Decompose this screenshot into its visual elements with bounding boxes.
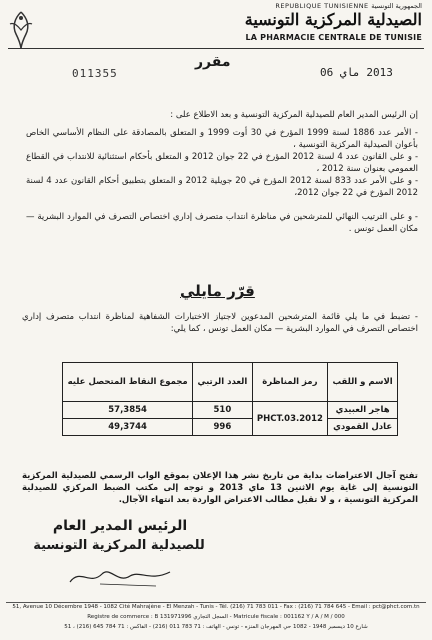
candidate-score: 49,3744 bbox=[63, 419, 193, 436]
footer-divider bbox=[6, 602, 426, 603]
header-divider bbox=[8, 48, 424, 49]
article-2: تفتح آجال الاعتراضات بداية من تاريخ نشر هذا الإعلان بموقع الواب الرسمي للصيدلية المركزية التونسية إلى غاية يوم الاثنين 13 ماي 2013 و توجه إلى مكتب الضبط المركزي للصيدلية المركزية التونسية ، و لا تقبل مطالب الاعتراض الواردة بعد انتهاء الآجال. bbox=[22, 471, 418, 505]
footer-address-french: 51, Avenue 10 Décembre 1948 - 1082 Cité Mahrajène - El Menzah - Tunis - Tél. (216) 71 783 011 - Fax : (216) 71 784 645 - Email : pct@phct.com.tn bbox=[12, 604, 420, 610]
org-name-arabic: الصيدلية المركزية التونسية bbox=[244, 10, 422, 29]
decision-title: مقرر bbox=[195, 54, 231, 70]
footer-address-arabic: 51 ، شارع 10 ديسمبر 1948 - 1082 حي المهرجان المنزه - تونس - الهاتف : 71 783 011 (216) - الفاكس : 71 784 645 (216) bbox=[64, 624, 368, 630]
candidate-name: هاجر العبيدي bbox=[328, 402, 398, 419]
consideration-item: - و على الترتيب النهائي للمترشحين في مناظرة انتداب متصرف إداري اختصاص التصرف في الموارد البشرية — مكان العمل تونس . bbox=[26, 212, 418, 234]
reference-number: 011355 bbox=[72, 67, 118, 80]
signatory-org: للصيدلية المركزية التونسية bbox=[33, 538, 205, 553]
candidate-name: عادل القمودي bbox=[328, 419, 398, 436]
article-1: - تضبط في ما يلي قائمة المترشحين المدعوين لاجتياز الاختبارات الشفاهية لمناظرة انتداب متصرف إداري اختصاص التصرف في الموارد البشرية — مكان العمل تونس ، كما يلي: bbox=[22, 312, 418, 334]
col-header-score: مجموع النقاط المتحصل عليه bbox=[63, 363, 193, 402]
candidates-table bbox=[62, 362, 398, 436]
footer-registry: Registre de commerce : B 131971996 السجل التجاري - Matricule fiscale : 001162 Y / A / M / 000 bbox=[87, 614, 345, 620]
candidate-score: 57,3854 bbox=[63, 402, 193, 419]
competition-code: PHCT.03.2012 bbox=[252, 402, 328, 436]
intro-text: إن الرئيس المدير العام للصيدلية المركزية التونسية و بعد الاطلاع على : bbox=[170, 110, 418, 120]
signatory-title: الرئيس المدير العام bbox=[52, 518, 188, 534]
consideration-item: - الأمر عدد 1886 لسنة 1999 المؤرخ في 30 أوت 1999 و المتعلق بالمصادقة على النظام الأساسي الخاص بأعوان الصيدلية المركزية التونسية ، bbox=[26, 128, 418, 150]
table-row bbox=[63, 402, 398, 419]
table-header-row bbox=[63, 363, 398, 402]
decides-heading: قرّر مايلي bbox=[180, 282, 255, 300]
col-header-rank: العدد الرتبي bbox=[193, 363, 252, 402]
table-row bbox=[63, 419, 398, 436]
handwritten-signature-icon bbox=[60, 560, 190, 590]
republic-header: REPUBLIQUE TUNISIENNE الجمهورية التونسية bbox=[275, 2, 422, 10]
candidate-rank: 996 bbox=[193, 419, 252, 436]
candidate-rank: 510 bbox=[193, 402, 252, 419]
col-header-code: رمز المناظرة bbox=[252, 363, 328, 402]
date-stamp: 2013 ماي 06 bbox=[320, 66, 393, 79]
consideration-item: - و على الأمر عدد 833 لسنة 2012 المؤرخ في 20 جويلية 2012 و المتعلق بتطبيق أحكام القانون عدد 4 لسنة 2012 المؤرخ في 22 جوان 2012، bbox=[26, 176, 419, 198]
col-header-name: الاسم و اللقب bbox=[328, 363, 398, 402]
org-name-french: LA PHARMACIE CENTRALE DE TUNISIE bbox=[245, 33, 422, 42]
consideration-item: - و على القانون عدد 4 لسنة 2012 المؤرخ في 22 جوان 2012 و المتعلق بأحكام استثنائية للانتداب في القطاع العمومي بعنوان سنة 2012 ، bbox=[26, 152, 419, 174]
